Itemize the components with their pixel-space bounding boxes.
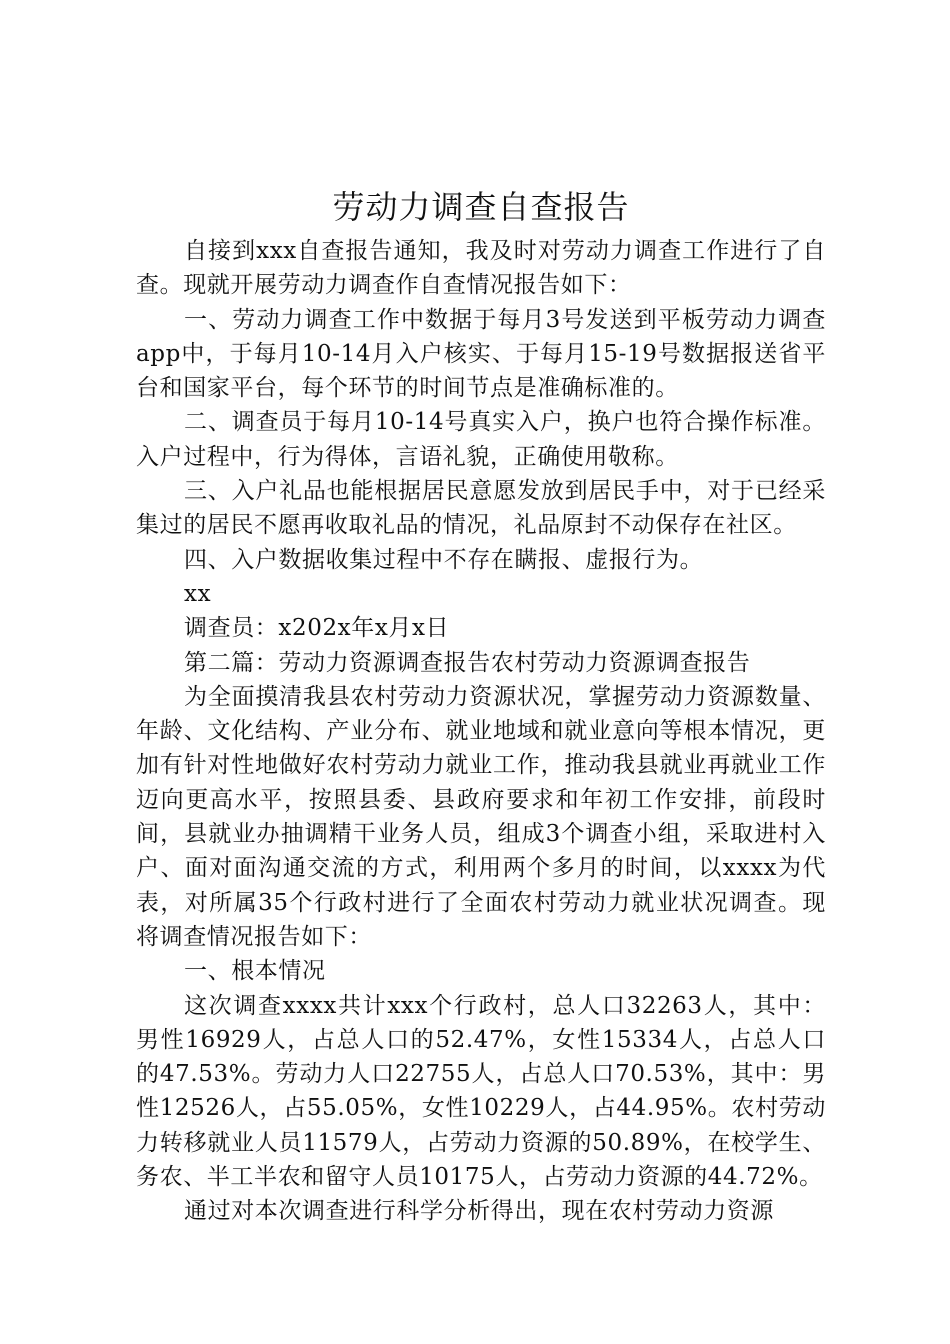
paragraph-statistics: 这次调查xxxx共计xxx个行政村，总人口32263人，其中：男性16929人，占总人口的52.47%，女性15334人，占总人口的47.53%。劳动力人口22755人，占总人口70.53%，其中：男性12526人，占55.05%，女性10229人，占44.95%。农村劳动力转移就业人员11579人，占劳动力资源的50.89%，在校学生、务农、半工半农和留守人员10175人，占劳动力资源的44.72%。 (136, 992, 826, 1191)
signature-date: 调查员：x202x年x月x日 (184, 615, 450, 642)
paragraph-item-4: 四、入户数据收集过程中不存在瞒报、虚报行为。 (184, 546, 704, 573)
paragraph-item-2: 二、调查员于每月10-14号真实入户，换户也符合操作标准。入户过程中，行为得体，言语礼貌，正确使用敬称。 (136, 409, 826, 470)
paragraph-part-two-intro: 为全面摸清我县农村劳动力资源状况，掌握劳动力资源数量、年龄、文化结构、产业分布、就业地域和就业意向等根本情况，更加有针对性地做好农村劳动力就业工作，推动我县就业再就业工作迈向更高水平，按照县委、县政府要求和年初工作安排，前段时间，县就业办抽调精干业务人员，组成3个调查小组，采取进村入户、面对面沟通交流的方式，利用两个多月的时间，以xxxx为代表，对所属35个行政村进行了全面农村劳动力就业状况调查。现将调查情况报告如下： (136, 683, 826, 950)
paragraph-analysis: 通过对本次调查进行科学分析得出，现在农村劳动力资源 (184, 1198, 774, 1225)
document-title: 劳动力调查自查报告 (332, 188, 630, 226)
paragraph-intro: 自接到xxx自查报告通知，我及时对劳动力调查工作进行了自查。现就开展劳动力调查作自查情况报告如下： (136, 238, 826, 299)
paragraph-item-1: 一、劳动力调查工作中数据于每月3号发送到平板劳动力调查app中，于每月10-14月入户核实、于每月15-19号数据报送省平台和国家平台，每个环节的时间节点是准确标准的。 (136, 306, 826, 402)
section-heading-basic-situation: 一、根本情况 (184, 958, 326, 985)
signature-name: xx (184, 580, 212, 607)
section-heading-part-two: 第二篇：劳动力资源调查报告农村劳动力资源调查报告 (184, 649, 751, 676)
paragraph-item-3: 三、入户礼品也能根据居民意愿发放到居民手中，对于已经采集过的居民不愿再收取礼品的情况，礼品原封不动保存在社区。 (136, 478, 826, 539)
document-page (136, 180, 826, 1229)
